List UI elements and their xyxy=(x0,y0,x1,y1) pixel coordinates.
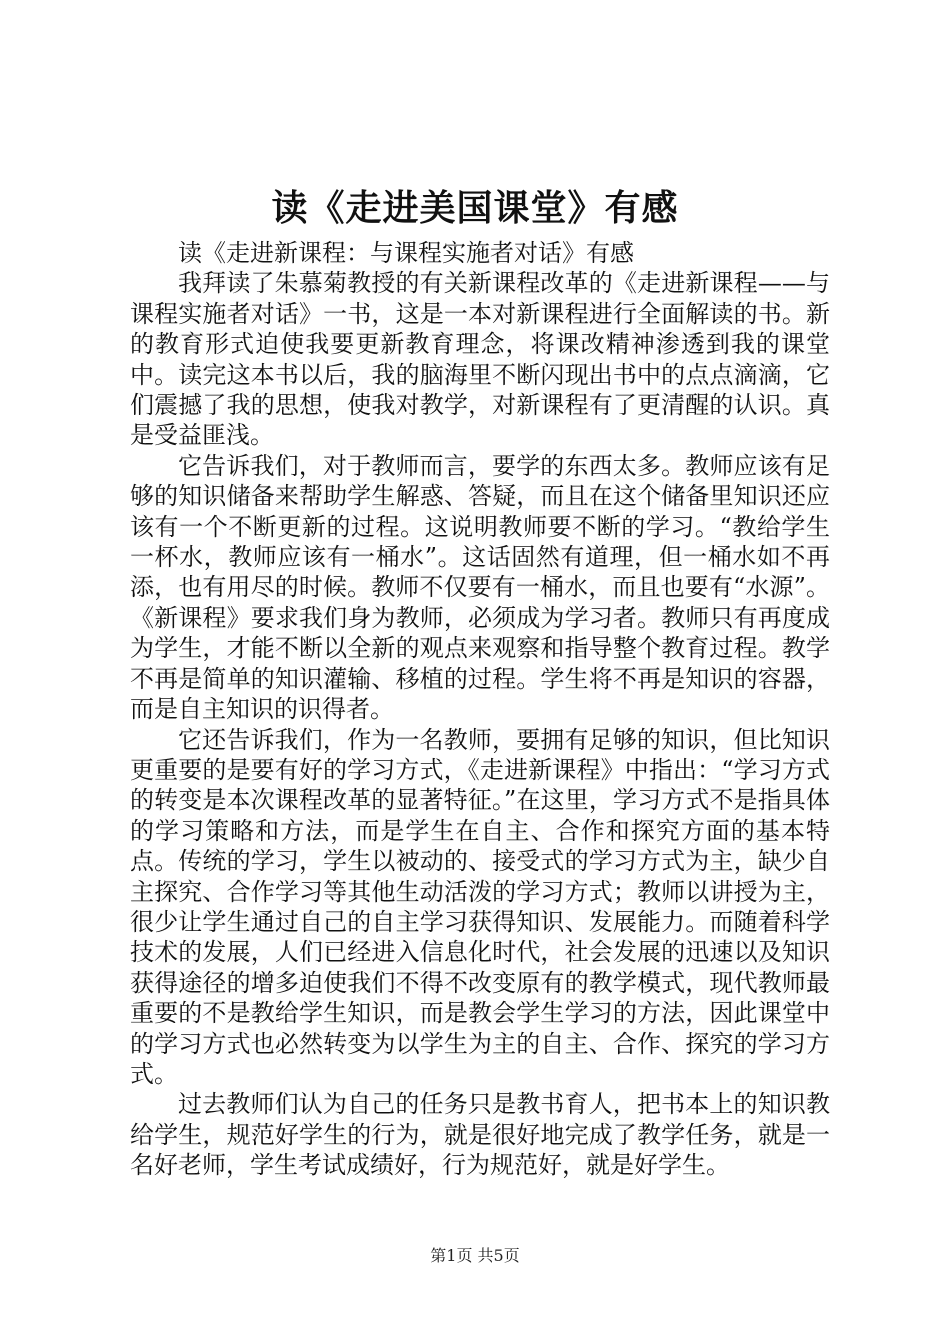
paragraph-subtitle: 读《走进新课程：与课程实施者对话》有感 xyxy=(178,239,634,267)
page-number-footer: 第1页 共5页 xyxy=(430,1246,520,1265)
document-title: 读《走进美国课堂》有感 xyxy=(271,187,679,229)
paragraph-4: 过去教师们认为自己的任务只是教书育人，把书本上的知识教给学生，规范好学生的行为，就是很好地完成了教学任务，就是一名好老师，学生考试成绩好，行为规范好，就是好学生。 xyxy=(130,1090,830,1180)
paragraph-1: 我拜读了朱慕菊教授的有关新课程改革的《走进新课程——与课程实施者对话》一书，这是一本对新课程进行全面解读的书。新的教育形式迫使我要更新教育理念，将课改精神渗透到我的课堂中。读完这本书以后，我的脑海里不断闪现出书中的点点滴滴，它们震撼了我的思想，使我对教学，对新课程有了更清醒的认识。真是受益匪浅。 xyxy=(130,269,830,450)
paragraph-3: 它还告诉我们，作为一名教师，要拥有足够的知识，但比知识更重要的是要有好的学习方式，《走进新课程》中指出：“学习方式的转变是本次课程改革的显著特征。”在这里，学习方式不是指具体的学习策略和方法，而是学生在自主、合作和探究方面的基本特点。传统的学习，学生以被动的、接受式的学习方式为主，缺少自主探究、合作学习等其他生动活泼的学习方式；教师以讲授为主，很少让学生通过自己的自主学习获得知识、发展能力。而随着科学技术的发展，人们已经进入信息化时代，社会发展的迅速以及知识获得途径的增多迫使我们不得不改变原有的教学模式，现代教师最重要的不是教给学生知识，而是教会学生学习的方法，因此课堂中的学习方式也必然转变为以学生为主的自主、合作、探究的学习方式。 xyxy=(130,725,830,1088)
document-body xyxy=(130,238,830,1181)
paragraph-2: 它告诉我们，对于教师而言，要学的东西太多。教师应该有足够的知识储备来帮助学生解惑、答疑，而且在这个储备里知识还应该有一个不断更新的过程。这说明教师要不断的学习。“教给学生一杯水，教师应该有一桶水”。这话固然有道理，但一桶水如不再添，也有用尽的时候。教师不仅要有一桶水，而且也要有“水源”。《新课程》要求我们身为教师，必须成为学习者。教师只有再度成为学生，才能不断以全新的观点来观察和指导整个教育过程。教学不再是简单的知识灌输、移植的过程。学生将不再是知识的容器，而是自主知识的识得者。 xyxy=(130,451,830,724)
